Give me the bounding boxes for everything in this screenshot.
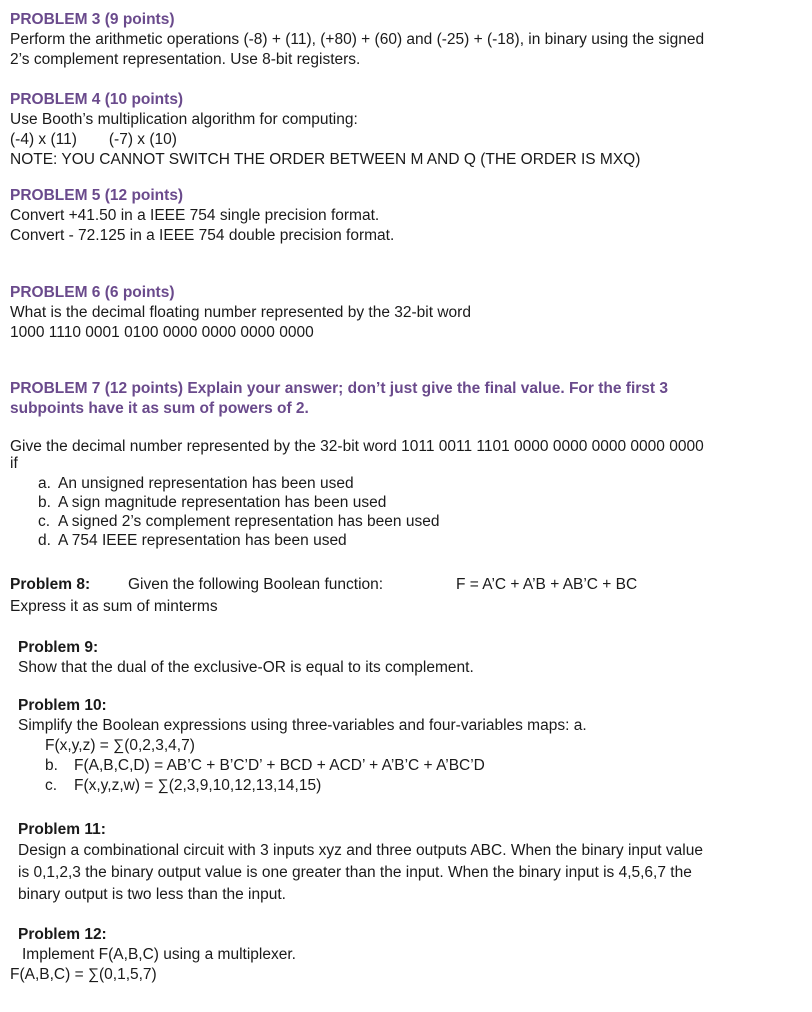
list-text: A sign magnitude representation has been used [58,494,387,511]
problem-7 [10,379,704,550]
problem-9-heading: Problem 9: [18,639,99,656]
list-text: F(x,y,z,w) = ∑(2,3,9,10,12,13,14,15) [74,777,322,794]
problem-7-heading-line-2: subpoints have it as sum of powers of 2. [10,400,309,417]
problem-11 [18,820,798,906]
problem-12 [10,925,296,985]
problem-7-question-line-2: if [10,455,18,472]
problem-12-line-1: Implement F(A,B,C) using a multiplexer. [22,946,296,963]
problem-4-expr-a: (-4) x (11) [10,131,77,148]
problem-6 [10,283,471,343]
list-item [45,756,587,776]
problem-10-line-1: Simplify the Boolean expressions using three-variables and four-variables maps: a. [18,717,587,734]
problem-5-line-1: Convert +41.50 in a IEEE 754 single precision format. [10,207,380,224]
problem-12-heading: Problem 12: [18,926,107,943]
problem-6-line-2: 1000 1110 0001 0100 0000 0000 0000 0000 [10,324,314,341]
list-marker: b. [38,494,51,511]
list-text: A signed 2’s complement representation has been used [58,513,440,530]
problem-6-line-1: What is the decimal floating number represented by the 32-bit word [10,304,471,321]
problem-8-function: F = A’C + A’B + AB’C + BC [456,576,638,593]
problem-8-given: Given the following Boolean function: [128,576,384,593]
problem-8-line-1 [10,575,800,595]
problem-8 [10,575,800,617]
problem-7-question-line-1: Give the decimal number represented by the 32-bit word 1011 0011 1101 0000 0000 0000 0000 0000 [10,438,704,455]
problem-4 [10,90,640,170]
problem-4-note: NOTE: YOU CANNOT SWITCH THE ORDER BETWEEN M AND Q (THE ORDER IS MXQ) [10,151,641,168]
list-text: An unsigned representation has been used [58,475,354,492]
problem-3-line-2: 2’s complement representation. Use 8-bit registers. [10,51,361,68]
problem-4-line-1: Use Booth’s multiplication algorithm for computing: [10,111,358,128]
list-marker: c. [38,513,51,530]
problem-7-options [38,474,704,550]
problem-8-line-2: Express it as sum of minterms [10,598,218,615]
problem-6-heading: PROBLEM 6 (6 points) [10,284,175,301]
problem-5-heading: PROBLEM 5 (12 points) [10,187,184,204]
list-text: A 754 IEEE representation has been used [58,532,347,549]
problem-8-heading: Problem 8: [10,576,91,593]
problem-11-line-1: Design a combinational circuit with 3 inputs xyz and three outputs ABC. When the binary input value [18,842,703,859]
problem-9 [18,638,474,678]
problem-5 [10,186,394,246]
problem-10-expr-a: F(x,y,z) = ∑(0,2,3,4,7) [45,737,195,754]
problem-10-heading: Problem 10: [18,697,107,714]
problem-7-heading-line-1: PROBLEM 7 (12 points) Explain your answer; don’t just give the final value. For the first 3 [10,380,668,397]
problem-11-heading: Problem 11: [18,821,106,838]
problem-4-heading: PROBLEM 4 (10 points) [10,91,184,108]
problem-3-line-1: Perform the arithmetic operations (-8) + (11), (+80) + (60) and (-25) + (-18), in binary using the signed [10,31,705,48]
list-marker: a. [38,475,51,492]
problem-3-heading: PROBLEM 3 (9 points) [10,11,175,28]
list-item [38,512,704,531]
list-marker: b. [45,757,58,774]
problem-12-line-2: F(A,B,C) = ∑(0,1,5,7) [10,966,157,983]
problem-3 [10,10,704,70]
problem-4-expressions [10,130,640,150]
problem-11-line-2: is 0,1,2,3 the binary output value is one greater than the input. When the binary input is 4,5,6,7 the [18,864,692,881]
problem-11-line-3: binary output is two less than the input. [18,886,286,903]
problem-9-line-1: Show that the dual of the exclusive-OR is equal to its complement. [18,659,474,676]
list-marker: c. [45,777,58,794]
list-item [38,493,704,512]
list-marker: d. [38,532,51,549]
list-item [38,531,704,550]
problem-5-line-2: Convert - 72.125 in a IEEE 754 double precision format. [10,227,395,244]
problem-10 [18,696,587,796]
list-text: F(A,B,C,D) = AB’C + B’C’D’ + BCD + ACD’ + A’B’C + A’BC’D [74,757,485,774]
problem-4-expr-b: (-7) x (10) [108,131,177,148]
list-item [38,474,704,493]
list-item [45,776,587,796]
